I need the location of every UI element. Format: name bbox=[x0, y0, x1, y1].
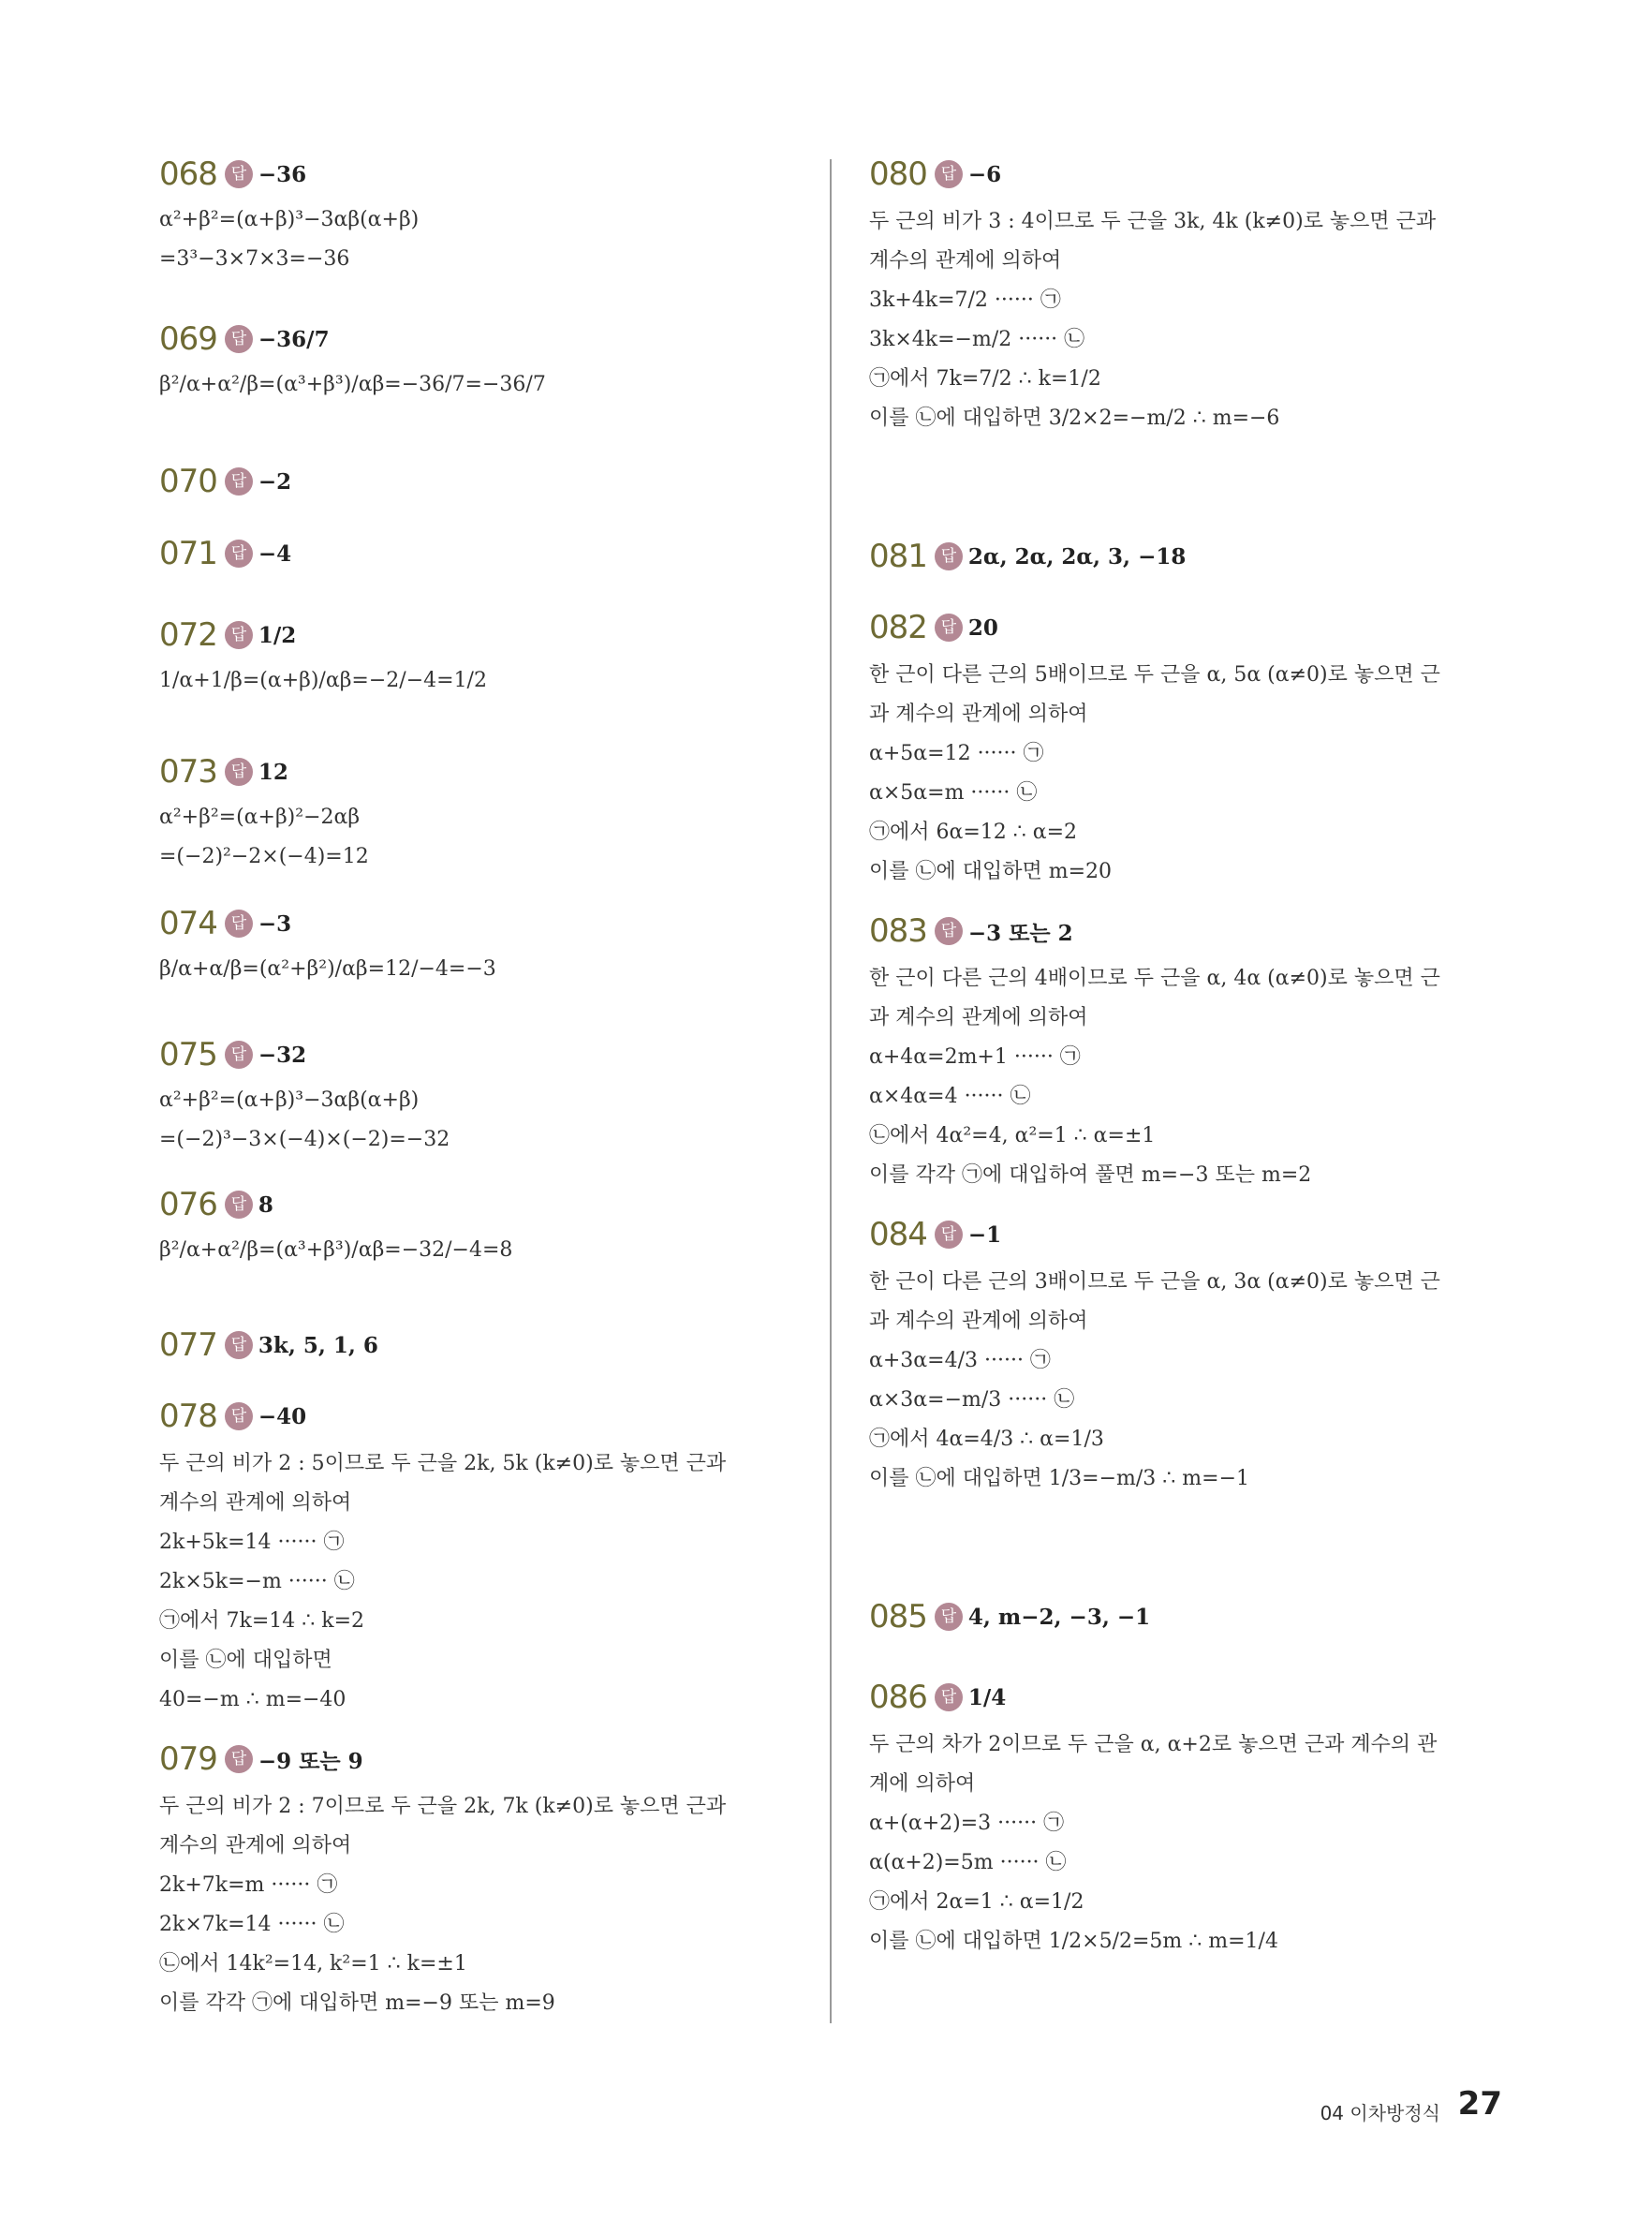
problem-082 bbox=[869, 603, 1515, 892]
solution-line: α+(α+2)=3 ······ ㉠ bbox=[869, 1812, 1065, 1835]
solution-line: 2k×7k=14 ······ ㉡ bbox=[159, 1913, 345, 1936]
solution-line: α+3α=4/3 ······ ㉠ bbox=[869, 1349, 1051, 1372]
solution-line: 한 근이 다른 근의 3배이므로 두 근을 α, 3α (α≠0)로 놓으면 근 bbox=[869, 1270, 1440, 1294]
solution-line: α×3α=−m/3 ······ ㉡ bbox=[869, 1388, 1075, 1412]
page-number: 27 bbox=[1457, 2085, 1502, 2123]
answer-value: 1/4 bbox=[967, 1684, 1007, 1710]
answer-badge: 답 bbox=[935, 917, 963, 945]
solution-line: 2k×5k=−m ······ ㉡ bbox=[159, 1570, 355, 1593]
answer-value: −6 bbox=[967, 161, 1002, 187]
problem-069 bbox=[159, 315, 805, 405]
solution-line: α²+β²=(α+β)²−2αβ bbox=[159, 806, 361, 829]
answer-badge: 답 bbox=[225, 910, 253, 938]
problem-header bbox=[159, 1392, 805, 1441]
solution-line: 40=−m ∴ m=−40 bbox=[159, 1688, 347, 1711]
problem-number: 080 bbox=[869, 155, 927, 193]
solution-line: ㉡에서 4α²=4, α²=1 ∴ α=±1 bbox=[869, 1124, 1156, 1147]
solution-line: 과 계수의 관계에 의하여 bbox=[869, 703, 1088, 726]
answer-badge: 답 bbox=[225, 1191, 253, 1219]
answer-value: −36 bbox=[258, 161, 307, 187]
problem-header bbox=[159, 1030, 805, 1079]
column-divider bbox=[830, 159, 832, 2023]
problem-number: 070 bbox=[159, 463, 217, 500]
answer-badge: 답 bbox=[225, 758, 253, 786]
problem-080 bbox=[869, 150, 1515, 438]
problem-number: 081 bbox=[869, 538, 927, 575]
answer-value: −32 bbox=[258, 1042, 307, 1068]
solution-line: 3k+4k=7/2 ······ ㉠ bbox=[869, 289, 1061, 312]
problem-074 bbox=[159, 899, 805, 989]
solution-line: 이를 ㉡에 대입하면 m=20 bbox=[869, 860, 1113, 883]
solution-line: 이를 ㉡에 대입하면 3/2×2=−m/2 ∴ m=−6 bbox=[869, 407, 1280, 430]
problem-header bbox=[159, 899, 805, 948]
problem-number: 085 bbox=[869, 1598, 927, 1635]
answer-badge: 답 bbox=[225, 467, 253, 496]
problem-header bbox=[159, 457, 805, 506]
solution-line: 계에 의하여 bbox=[869, 1772, 976, 1796]
problem-header bbox=[869, 907, 1515, 955]
problem-header bbox=[159, 1735, 805, 1783]
problem-083 bbox=[869, 907, 1515, 1195]
problem-header bbox=[159, 1321, 805, 1369]
problem-header bbox=[869, 1210, 1515, 1259]
problem-number: 077 bbox=[159, 1326, 217, 1364]
answer-value: 2α, 2α, 2α, 3, −18 bbox=[967, 543, 1187, 570]
problem-header bbox=[869, 532, 1515, 581]
solution-line: ㉠에서 4α=4/3 ∴ α=1/3 bbox=[869, 1428, 1104, 1451]
solution-line: 이를 ㉡에 대입하면 1/2×5/2=5m ∴ m=1/4 bbox=[869, 1930, 1278, 1953]
solution-line: 이를 각각 ㉠에 대입하여 풀면 m=−3 또는 m=2 bbox=[869, 1163, 1312, 1187]
problem-header bbox=[159, 611, 805, 659]
answer-value: −3 bbox=[258, 910, 292, 937]
solution-line: 이를 ㉡에 대입하면 1/3=−m/3 ∴ m=−1 bbox=[869, 1467, 1249, 1490]
problem-number: 074 bbox=[159, 905, 217, 942]
problem-number: 072 bbox=[159, 616, 217, 654]
solution-line: α²+β²=(α+β)³−3αβ(α+β) bbox=[159, 208, 420, 231]
answer-value: −40 bbox=[258, 1403, 307, 1429]
problem-086 bbox=[869, 1673, 1515, 1961]
problem-header bbox=[869, 150, 1515, 199]
problem-number: 075 bbox=[159, 1036, 217, 1073]
answer-value: 1/2 bbox=[258, 622, 297, 648]
answer-value: −3 또는 2 bbox=[967, 920, 1073, 946]
solution-line: 이를 ㉡에 대입하면 bbox=[159, 1649, 332, 1672]
answer-badge: 답 bbox=[225, 1041, 253, 1069]
problem-number: 076 bbox=[159, 1186, 217, 1223]
solution-line: 두 근의 비가 2 : 5이므로 두 근을 2k, 5k (k≠0)로 놓으면 근과 bbox=[159, 1452, 727, 1475]
problem-081 bbox=[869, 532, 1515, 581]
answer-badge: 답 bbox=[225, 325, 253, 353]
solution-line: 1/α+1/β=(α+β)/αβ=−2/−4=1/2 bbox=[159, 669, 487, 692]
problem-number: 079 bbox=[159, 1740, 217, 1778]
answer-badge: 답 bbox=[935, 614, 963, 642]
answer-value: −1 bbox=[967, 1221, 1002, 1248]
answer-value: 20 bbox=[967, 614, 998, 641]
solution-line: 계수의 관계에 의하여 bbox=[159, 1834, 352, 1857]
solution-line: 과 계수의 관계에 의하여 bbox=[869, 1310, 1088, 1333]
problem-header bbox=[159, 315, 805, 363]
solution-line: ㉡에서 14k²=14, k²=1 ∴ k=±1 bbox=[159, 1952, 467, 1976]
answer-badge: 답 bbox=[225, 1745, 253, 1773]
solution-line: α×5α=m ······ ㉡ bbox=[869, 781, 1038, 805]
problem-084 bbox=[869, 1210, 1515, 1499]
answer-value: 4, m−2, −3, −1 bbox=[967, 1604, 1151, 1630]
answer-value: −2 bbox=[258, 468, 292, 495]
solution-line: ㉠에서 7k=14 ∴ k=2 bbox=[159, 1609, 364, 1633]
problem-header bbox=[869, 1592, 1515, 1641]
answer-badge: 답 bbox=[225, 621, 253, 649]
problem-number: 078 bbox=[159, 1398, 217, 1435]
solution-line: 이를 각각 ㉠에 대입하면 m=−9 또는 m=9 bbox=[159, 1991, 555, 2015]
problem-085 bbox=[869, 1592, 1515, 1641]
solution-line: 한 근이 다른 근의 5배이므로 두 근을 α, 5α (α≠0)로 놓으면 근 bbox=[869, 663, 1440, 687]
problem-073 bbox=[159, 747, 805, 877]
answer-badge: 답 bbox=[935, 542, 963, 570]
solution-line: α(α+2)=5m ······ ㉡ bbox=[869, 1851, 1067, 1874]
answer-value: 12 bbox=[258, 759, 288, 785]
problem-number: 068 bbox=[159, 155, 217, 193]
answer-badge: 답 bbox=[935, 1683, 963, 1711]
answer-value: 3k, 5, 1, 6 bbox=[258, 1332, 378, 1358]
solution-line: β²/α+α²/β=(α³+β³)/αβ=−32/−4=8 bbox=[159, 1238, 513, 1262]
problem-header bbox=[159, 747, 805, 796]
problem-076 bbox=[159, 1180, 805, 1270]
problem-header bbox=[159, 150, 805, 199]
problem-number: 073 bbox=[159, 753, 217, 791]
problem-header bbox=[159, 529, 805, 578]
solution-line: ㉠에서 6α=12 ∴ α=2 bbox=[869, 821, 1078, 844]
answer-value: −9 또는 9 bbox=[258, 1748, 363, 1774]
answer-badge: 답 bbox=[935, 1221, 963, 1249]
solution-line: β²/α+α²/β=(α³+β³)/αβ=−36/7=−36/7 bbox=[159, 373, 546, 396]
problem-079 bbox=[159, 1735, 805, 2023]
solution-line: 계수의 관계에 의하여 bbox=[869, 249, 1062, 273]
solution-line: α+5α=12 ······ ㉠ bbox=[869, 742, 1044, 765]
problem-number: 082 bbox=[869, 609, 927, 646]
problem-number: 086 bbox=[869, 1679, 927, 1716]
solution-line: 한 근이 다른 근의 4배이므로 두 근을 α, 4α (α≠0)로 놓으면 근 bbox=[869, 967, 1440, 990]
solution-line: 과 계수의 관계에 의하여 bbox=[869, 1006, 1088, 1029]
solution-line: =(−2)²−2×(−4)=12 bbox=[159, 845, 369, 868]
answer-value: −36/7 bbox=[258, 326, 330, 352]
problem-072 bbox=[159, 611, 805, 701]
solution-line: 두 근의 비가 2 : 7이므로 두 근을 2k, 7k (k≠0)로 놓으면 근과 bbox=[159, 1795, 727, 1818]
problem-070 bbox=[159, 457, 805, 506]
solution-line: β/α+α/β=(α²+β²)/αβ=12/−4=−3 bbox=[159, 957, 496, 981]
answer-badge: 답 bbox=[935, 1603, 963, 1631]
solution-line: ㉠에서 2α=1 ∴ α=1/2 bbox=[869, 1890, 1084, 1914]
solution-line: 두 근의 비가 3 : 4이므로 두 근을 3k, 4k (k≠0)로 놓으면 근과 bbox=[869, 210, 1437, 233]
answer-badge: 답 bbox=[225, 1402, 253, 1430]
problem-header bbox=[869, 1673, 1515, 1722]
answer-badge: 답 bbox=[225, 1331, 253, 1359]
chapter-label: 04 이차방정식 bbox=[1320, 2102, 1440, 2124]
solution-line: 2k+7k=m ······ ㉠ bbox=[159, 1873, 338, 1897]
answer-badge: 답 bbox=[225, 160, 253, 188]
problem-075 bbox=[159, 1030, 805, 1160]
solution-line: ㉠에서 7k=7/2 ∴ k=1/2 bbox=[869, 367, 1101, 391]
answer-value: 8 bbox=[258, 1191, 273, 1218]
problem-077 bbox=[159, 1321, 805, 1369]
problem-068 bbox=[159, 150, 805, 279]
answer-badge: 답 bbox=[935, 160, 963, 188]
solution-line: 2k+5k=14 ······ ㉠ bbox=[159, 1531, 345, 1554]
problem-header bbox=[159, 1180, 805, 1229]
problem-078 bbox=[159, 1392, 805, 1720]
solution-line: 두 근의 차가 2이므로 두 근을 α, α+2로 놓으면 근과 계수의 관 bbox=[869, 1733, 1438, 1756]
problem-number: 083 bbox=[869, 912, 927, 950]
solution-line: =(−2)³−3×(−4)×(−2)=−32 bbox=[159, 1128, 450, 1151]
problem-number: 069 bbox=[159, 320, 217, 358]
answer-badge: 답 bbox=[225, 540, 253, 568]
problem-header bbox=[869, 603, 1515, 652]
problem-number: 071 bbox=[159, 535, 217, 572]
solution-line: 3k×4k=−m/2 ······ ㉡ bbox=[869, 328, 1085, 351]
answer-value: −4 bbox=[258, 540, 292, 567]
solution-line: α×4α=4 ······ ㉡ bbox=[869, 1085, 1031, 1108]
problem-number: 084 bbox=[869, 1216, 927, 1253]
solution-line: α²+β²=(α+β)³−3αβ(α+β) bbox=[159, 1088, 420, 1112]
solution-line: =3³−3×7×3=−36 bbox=[159, 247, 350, 271]
solution-line: α+4α=2m+1 ······ ㉠ bbox=[869, 1045, 1081, 1069]
problem-071 bbox=[159, 529, 805, 578]
solution-line: 계수의 관계에 의하여 bbox=[159, 1491, 352, 1515]
